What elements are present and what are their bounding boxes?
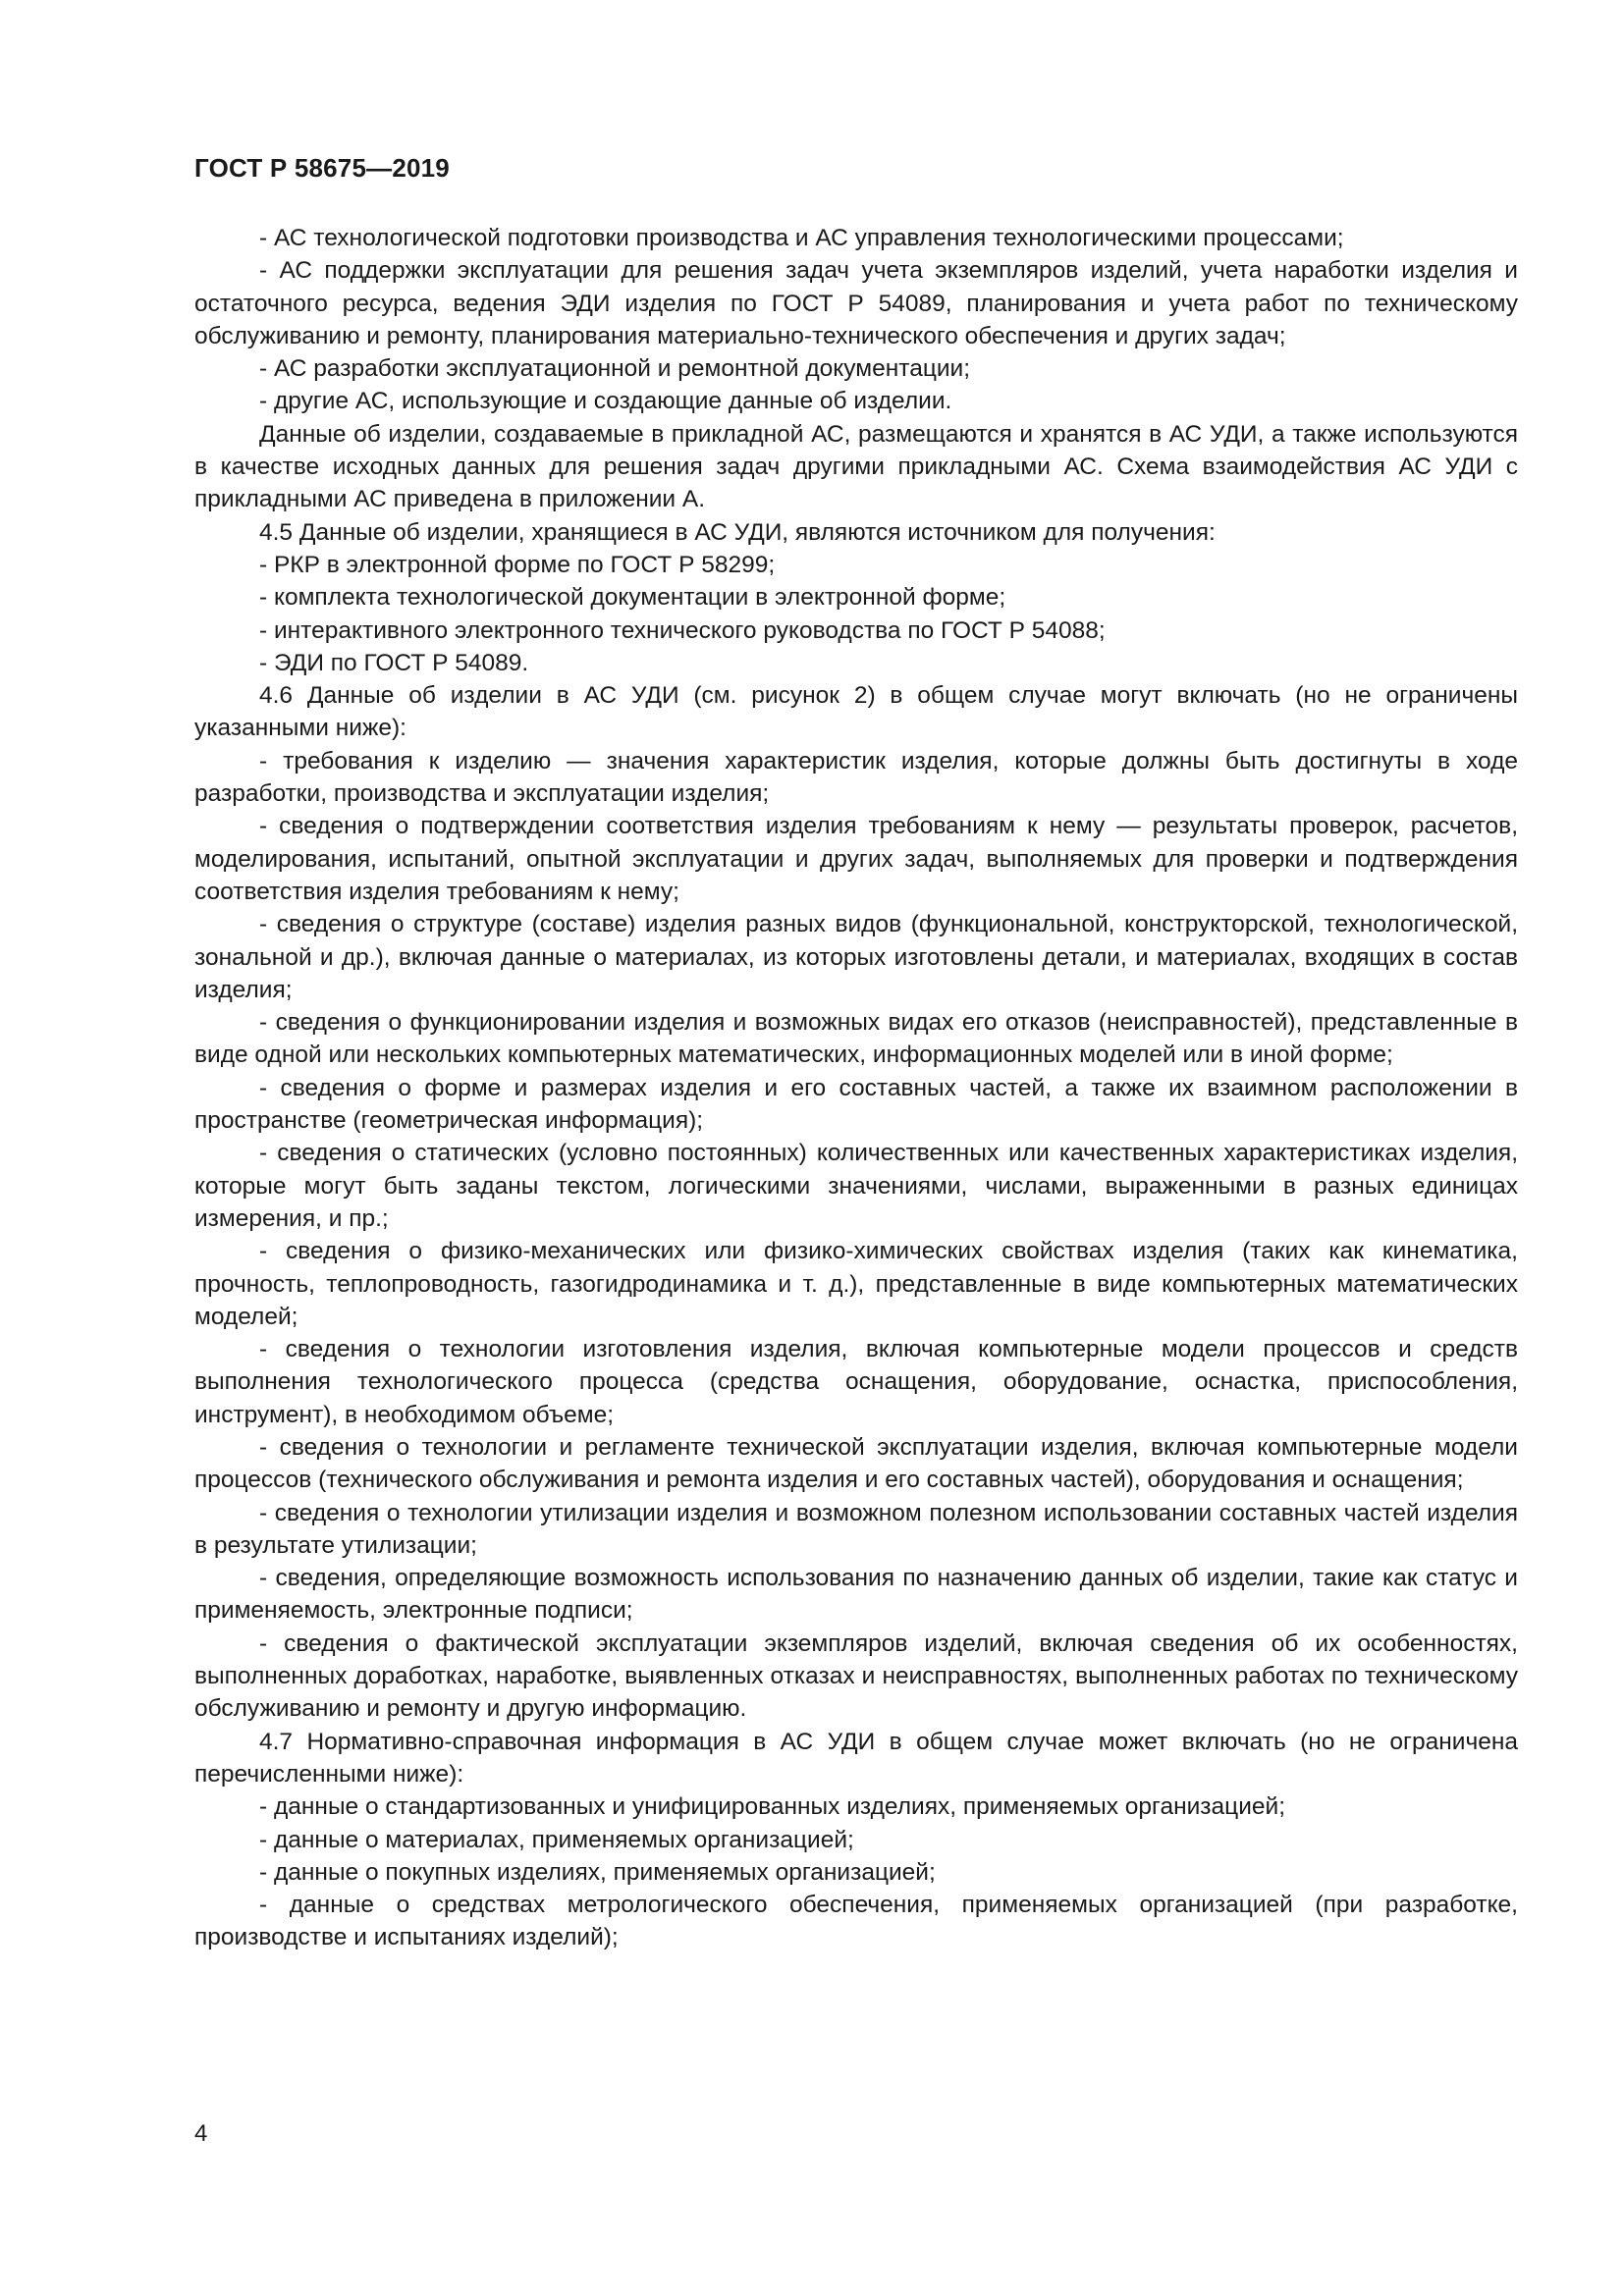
paragraph: - ЭДИ по ГОСТ Р 54089. — [259, 649, 529, 676]
paragraph: - сведения, определяющие возможность использования по назначению данных об изделии, такие как статус и применяемость, электронные подписи; — [194, 1565, 1518, 1625]
page-number: 4 — [194, 2120, 208, 2147]
paragraph: - данные о стандартизованных и унифицированных изделиях, применяемых организацией; — [259, 1793, 1285, 1821]
paragraph: - РКР в электронной форме по ГОСТ Р 58299; — [259, 551, 776, 578]
section-4-6: 4.6 Данные об изделии в АС УДИ (см. рисунок 2) в общем случае могут включать (но не ограничены указанными ниже): — [194, 682, 1518, 742]
paragraph: - другие АС, использующие и создающие данные об изделии. — [259, 388, 952, 415]
paragraph: - комплекта технологической документации в электронной форме; — [259, 584, 1006, 612]
paragraph: - сведения о статических (условно постоянных) количественных или качественных характеристиках изделия, которые могут быть заданы текстом, логическими значениями, числами, выраженными в разных единицах измерения, и пр.; — [194, 1140, 1518, 1232]
paragraph: - сведения о технологии утилизации изделия и возможном полезном использовании составных частей изделия в результате утилизации; — [194, 1499, 1518, 1559]
paragraph: - требования к изделию — значения характеристик изделия, которые должны быть достигнуты в ходе разработки, производства и эксплуатации изделия; — [194, 747, 1518, 808]
paragraph: - сведения о технологии изготовления изделия, включая компьютерные модели процессов и средств выполнения технологического процесса (средства оснащения, оборудование, оснастка, приспособления, инструмент), в необходимом объеме; — [194, 1336, 1518, 1428]
paragraph: - АС поддержки эксплуатации для решения задач учета экземпляров изделий, учета наработки изделия и остаточного ресурса, ведения ЭДИ изделия по ГОСТ Р 54089, планирования и учета работ по техническому обслуживанию и ремонту, планирования материально-технического обеспечения и других задач; — [194, 257, 1518, 349]
paragraph: - данные о материалах, применяемых организацией; — [259, 1826, 854, 1853]
section-4-7: 4.7 Нормативно-справочная информация в АС УДИ в общем случае может включать (но не ограничена перечисленными ниже): — [194, 1728, 1518, 1788]
paragraph: - сведения о физико-механических или физико-химических свойствах изделия (таких как кинематика, прочность, теплопроводность, газогидродинамика и т. д.), представленные в виде компьютерных математических моделей; — [194, 1238, 1518, 1330]
paragraph: - сведения о структуре (составе) изделия разных видов (функциональной, конструкторской, технологической, зональной и др.), включая данные о материалах, из которых изготовлены детали, и материалах, входящих в состав изделия; — [194, 911, 1518, 1003]
paragraph: - АС разработки эксплуатационной и ремонтной документации; — [259, 355, 971, 383]
paragraph: - сведения о технологии и регламенте технической эксплуатации изделия, включая компьютерные модели процессов (технического обслуживания и ремонта изделия и его составных частей), оборудования и оснащения; — [194, 1433, 1518, 1494]
paragraph: - сведения о подтверждении соответствия изделия требованиям к нему — результаты проверок, расчетов, моделирования, испытаний, опытной эксплуатации и других задач, выполняемых для проверки и подтверждения соответствия изделия требованиям к нему; — [194, 813, 1518, 905]
paragraph: Данные об изделии, создаваемые в прикладной АС, размещаются и хранятся в АС УДИ, а также используются в качестве исходных данных для решения задач другими прикладными АС. Схема взаимодействия АС УДИ с прикладными АС приведена в приложении А. — [194, 420, 1518, 513]
paragraph: - данные о покупных изделиях, применяемых организацией; — [259, 1858, 936, 1886]
paragraph: - АС технологической подготовки производства и АС управления технологическими процессами; — [259, 225, 1344, 251]
paragraph: - интерактивного электронного технического руководства по ГОСТ Р 54088; — [259, 616, 1106, 644]
paragraph: - сведения о форме и размерах изделия и его составных частей, а также их взаимном расположении в пространстве (геометрическая информация); — [194, 1074, 1518, 1135]
paragraph: - сведения о функционировании изделия и возможных видах его отказов (неисправностей), представленные в виде одной или нескольких компьютерных математических, информационных моделей или в иной форме; — [194, 1009, 1518, 1069]
document-body — [194, 222, 1518, 1954]
paragraph: - сведения о фактической эксплуатации экземпляров изделий, включая сведения об их особенностях, выполненных доработках, наработке, выявленных отказах и неисправностях, выполненных работах по техническому обслуживанию и ремонту и другую информацию. — [194, 1629, 1518, 1723]
section-4-5: 4.5 Данные об изделии, хранящиеся в АС УДИ, являются источником для получения: — [259, 518, 1216, 546]
document-header: ГОСТ Р 58675—2019 — [194, 153, 450, 183]
paragraph: - данные о средствах метрологического обеспечения, применяемых организацией (при разработке, производстве и испытаниях изделий); — [194, 1892, 1518, 1951]
